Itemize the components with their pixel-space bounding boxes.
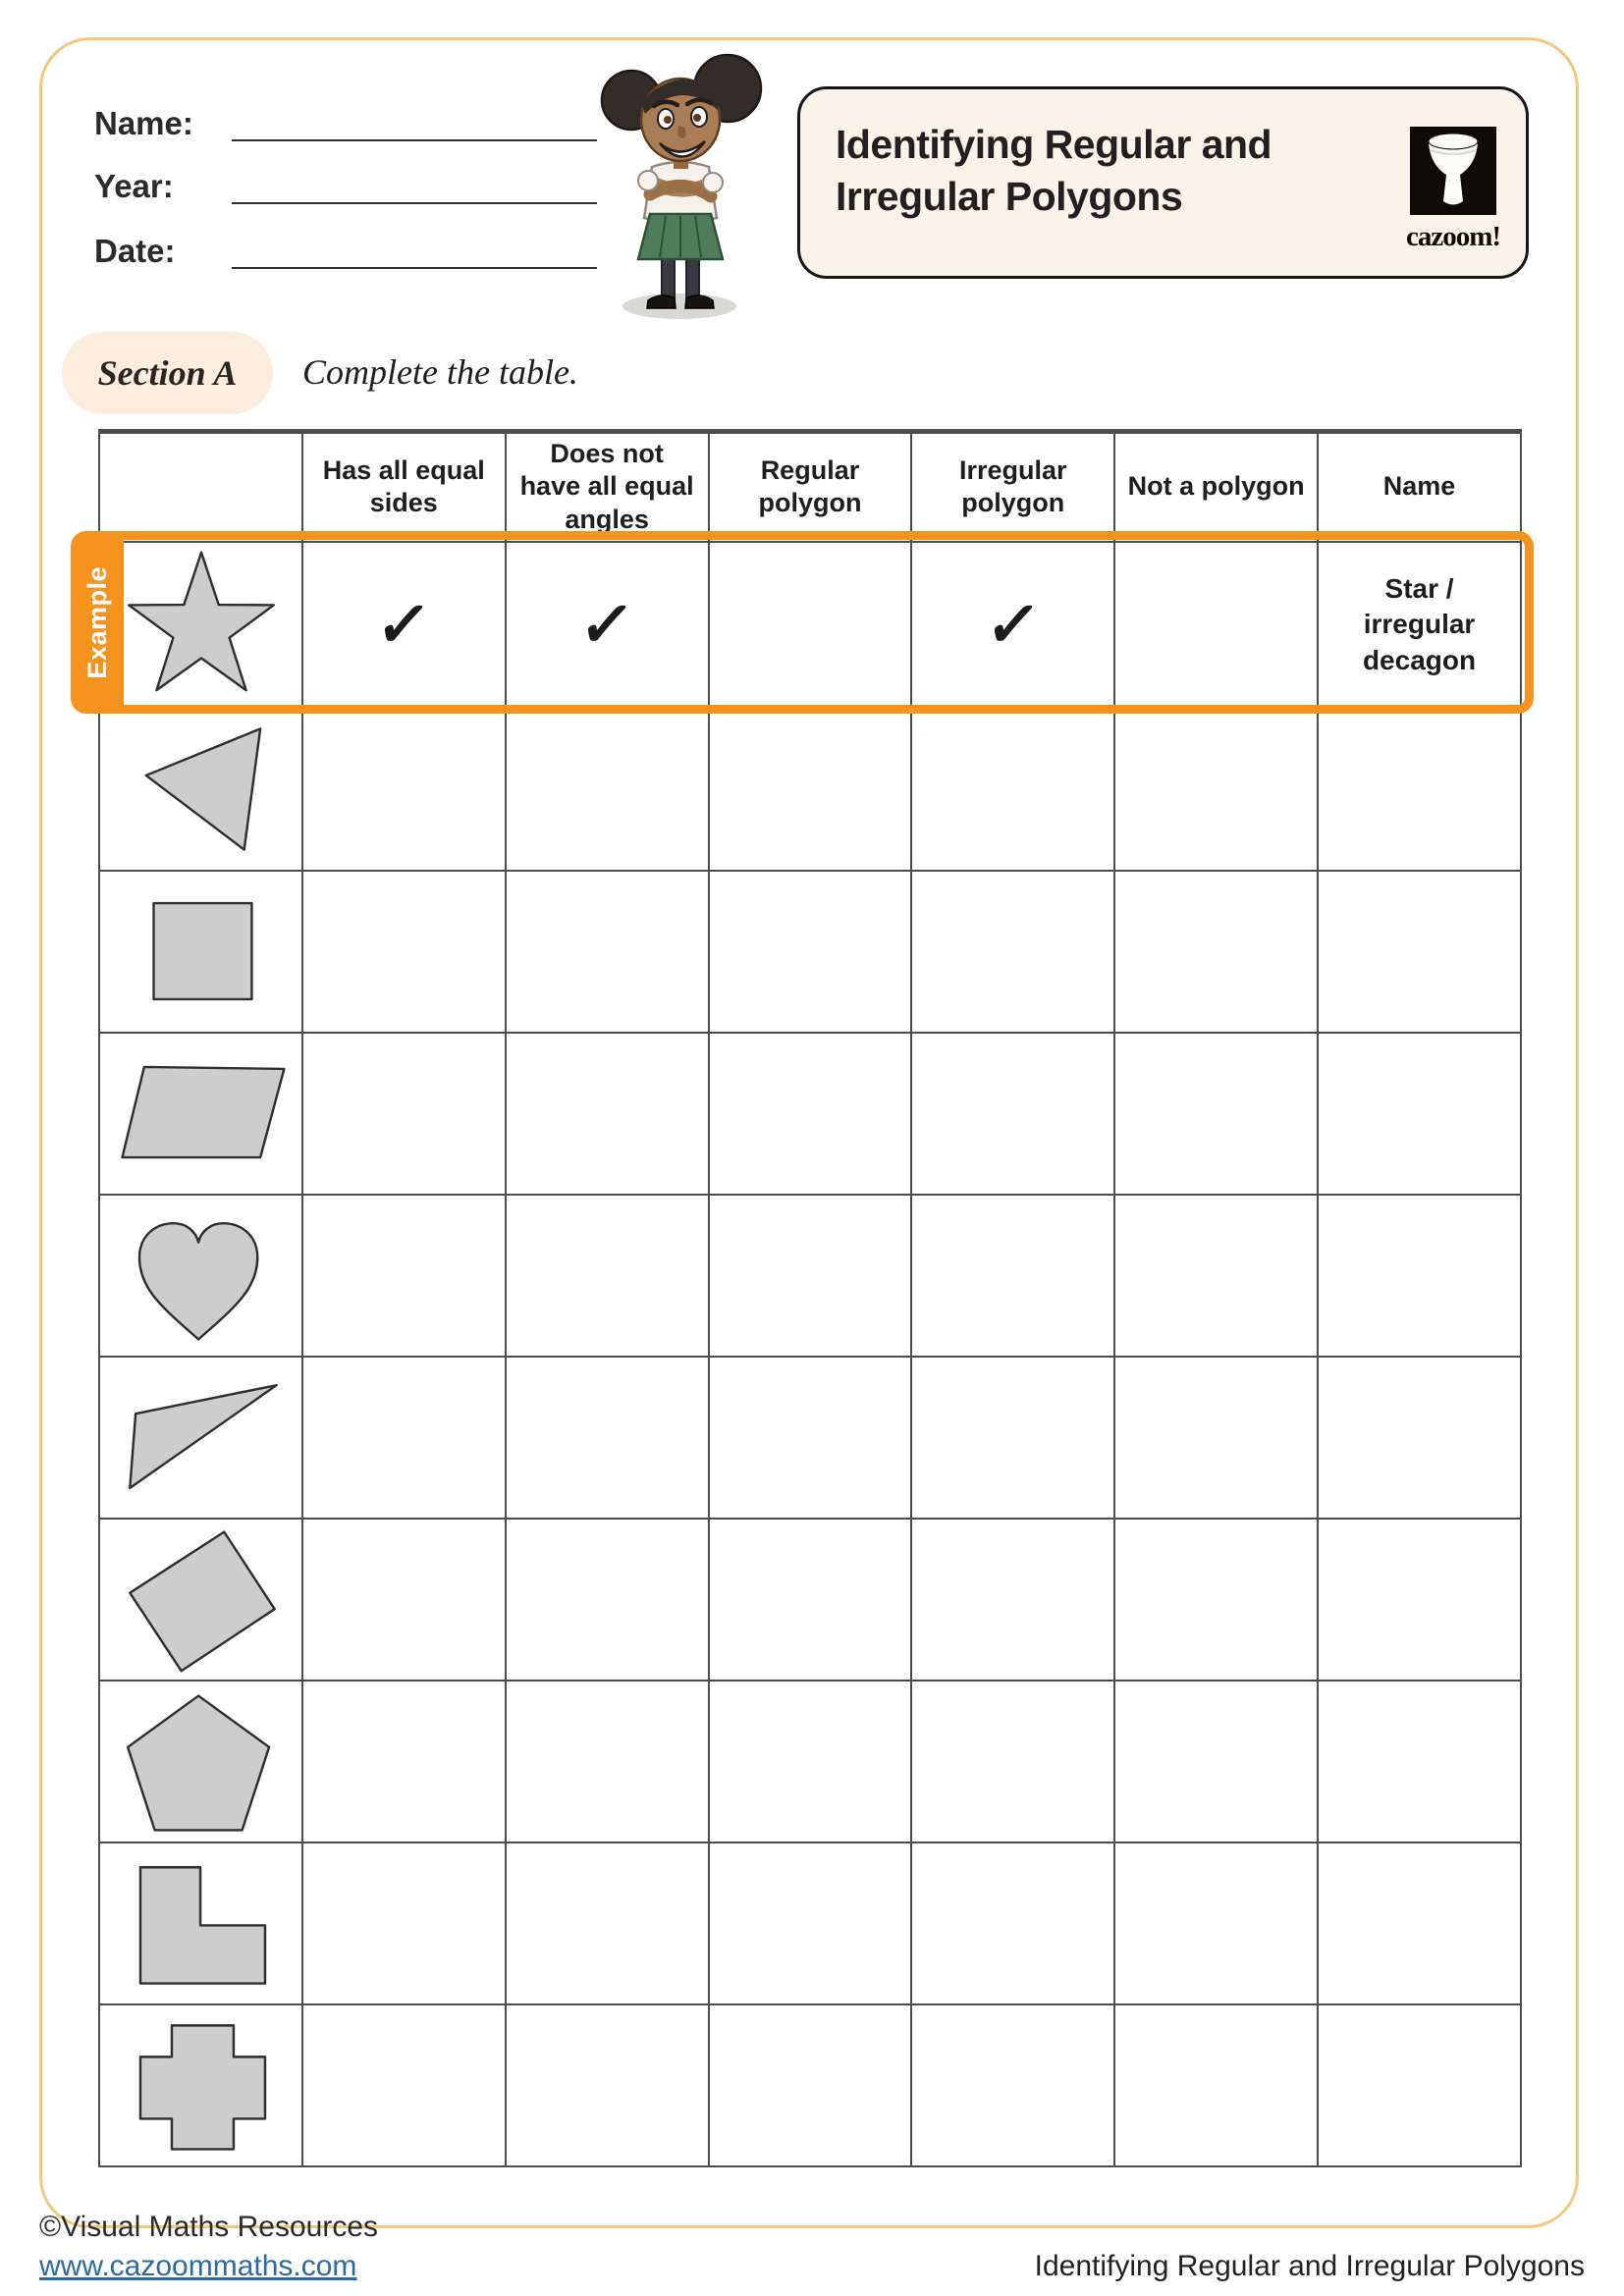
answer-cell [709,709,912,871]
name-cell [1318,1357,1521,1519]
answer-cell [1114,2004,1318,2166]
name-cell [1318,2004,1521,2166]
answer-cell [709,1681,912,1842]
page-title: Identifying Regular and Irregular Polygons [836,122,1272,220]
shape-cell [99,1681,302,1842]
answer-cell [911,542,1114,709]
answer-cell [506,1195,709,1357]
shape-cell [99,542,302,709]
shape-cell [99,1519,302,1681]
answer-cell [302,1519,506,1681]
answer-cell [1114,1681,1318,1842]
answer-cell [911,1519,1114,1681]
title-box [797,86,1529,279]
l-shape-shape [100,1844,302,2002]
table-row [99,1842,1521,2004]
answer-cell [911,871,1114,1033]
answer-cell [911,1357,1114,1519]
table-row [99,1195,1521,1357]
answer-cell [911,1842,1114,2004]
answer-cell [506,709,709,871]
column-header: Name [1318,432,1521,542]
logo-wordmark: cazoom! [1405,221,1501,252]
answer-cell [506,1033,709,1195]
column-header: Not a polygon [1114,432,1318,542]
quadrilateral-shape [100,1521,302,1678]
answer-cell [506,2004,709,2166]
answer-cell [506,1357,709,1519]
shape-cell [99,709,302,871]
scalene-triangle-shape [100,1359,302,1516]
year-field [94,169,597,204]
square-shape [100,873,302,1030]
worksheet-table [98,429,1522,2167]
answer-cell [1114,1357,1318,1519]
year-line [232,169,597,204]
header-row [99,432,1521,542]
answer-cell [506,1681,709,1842]
answer-cell [302,871,506,1033]
column-header: Irregular polygon [911,432,1114,542]
table-row [99,1519,1521,1681]
footer-worksheet-title: Identifying Regular and Irregular Polygons [1034,2250,1585,2282]
cazoommaths-link[interactable]: www.cazoommaths.com [39,2250,357,2282]
answer-cell [911,1195,1114,1357]
answer-cell [302,1033,506,1195]
answer-cell [709,1195,912,1357]
table-row [99,709,1521,871]
shape-cell [99,1033,302,1195]
check-mark: ✓ [372,589,436,660]
answer-cell [911,1033,1114,1195]
answer-cell [506,871,709,1033]
answer-cell [1114,1519,1318,1681]
example-tab-label: Example [81,565,112,679]
name-cell [1318,542,1521,709]
pentagon-shape [100,1682,302,1840]
name-cell [1318,709,1521,871]
answer-cell [1114,1195,1318,1357]
shape-cell [99,1195,302,1357]
date-field [94,234,597,269]
answer-cell [302,1681,506,1842]
shape-cell [99,1357,302,1519]
example-row [99,542,1521,709]
answer-cell [709,2004,912,2166]
answer-cell [709,1357,912,1519]
footer-copyright: ©Visual Maths Resources [39,2211,379,2243]
answer-cell [911,1681,1114,1842]
answer-cell [709,871,912,1033]
table-row [99,1357,1521,1519]
column-header: Regular polygon [709,432,912,542]
triangle-shape [100,711,302,868]
name-line [232,106,597,141]
name-field [94,106,597,141]
cross-shape [100,2006,302,2163]
year-label: Year: [94,168,174,204]
shape-name-text: Star / irregular decagon [1362,572,1477,675]
answer-cell [302,709,506,871]
section-a-pill: Section A [62,332,273,414]
name-cell [1318,1681,1521,1842]
answer-cell [709,1519,912,1681]
name-cell [1318,1519,1521,1681]
name-cell [1318,1842,1521,2004]
shape-cell [99,1842,302,2004]
name-cell [1318,1033,1521,1195]
check-mark: ✓ [575,589,639,660]
answer-cell [506,542,709,709]
answer-cell [302,1842,506,2004]
answer-cell [1114,871,1318,1033]
table-row [99,1033,1521,1195]
cazoom-logo [1404,127,1502,253]
answer-cell [302,2004,506,2166]
answer-cell [1114,709,1318,871]
answer-cell [1114,542,1318,709]
answer-cell [709,1033,912,1195]
answer-cell [1114,1033,1318,1195]
table-row [99,871,1521,1033]
answer-cell [506,1519,709,1681]
answer-cell [1114,1842,1318,2004]
section-instruction: Complete the table. [302,352,578,392]
column-header: Has all equal sides [302,432,506,542]
table-row [99,2004,1521,2166]
shape-column-header [99,432,302,542]
answer-cell [302,1195,506,1357]
drum-icon [1410,127,1496,215]
answer-cell [709,542,912,709]
answer-cell [911,709,1114,871]
column-header: Does not have all equal angles [506,432,709,542]
name-label: Name: [94,105,193,141]
answer-cell [911,2004,1114,2166]
example-tab [71,531,124,714]
name-cell [1318,1195,1521,1357]
heart-shape [100,1197,302,1354]
name-cell [1318,871,1521,1033]
answer-cell [302,542,506,709]
parallelogram-shape [100,1035,302,1192]
answer-cell [302,1357,506,1519]
check-mark: ✓ [981,589,1045,660]
shape-cell [99,871,302,1033]
date-line [232,234,597,269]
date-label: Date: [94,233,176,269]
answer-cell [709,1842,912,2004]
student-illustration [589,49,776,324]
star-shape [100,547,302,704]
answer-cell [506,1842,709,2004]
shape-cell [99,2004,302,2166]
table-row [99,1681,1521,1842]
